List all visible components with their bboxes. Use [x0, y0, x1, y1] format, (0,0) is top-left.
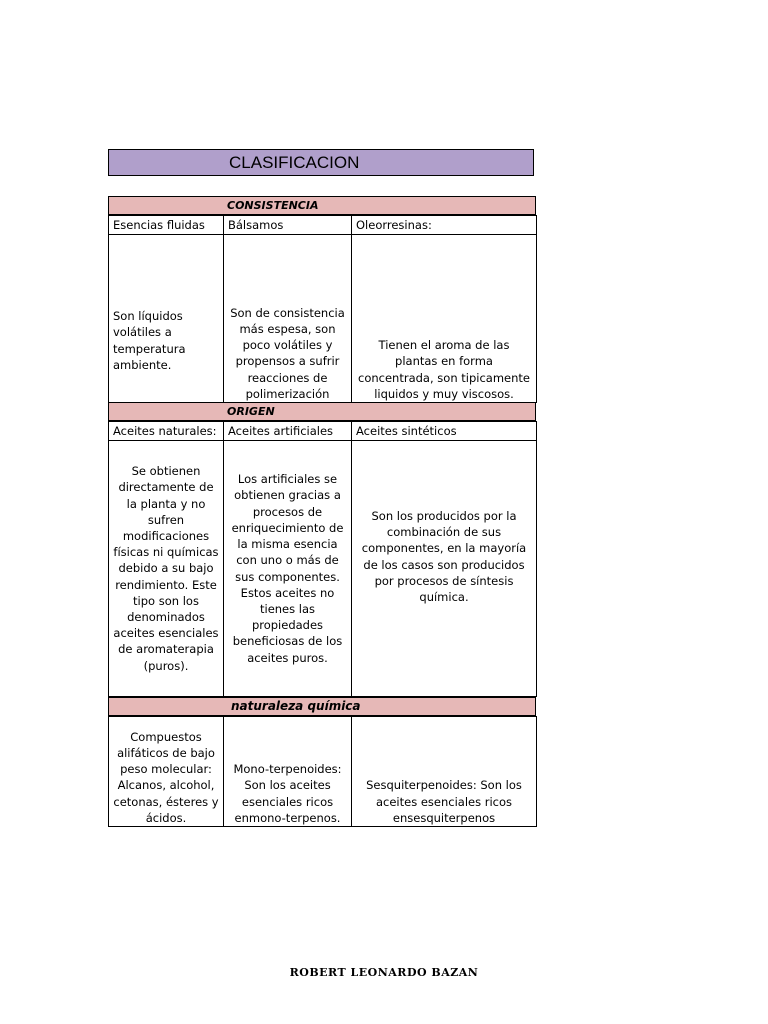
table-cell: Tienen el aroma de las plantas en forma concentrada, son tipicamente liquidos y muy viscosos. [352, 235, 537, 403]
section-heading-naturaleza-quimica [108, 697, 536, 716]
table-cell: Son de consistencia más espesa, son poco volátiles y propensos a sufrir reacciones de polimerización [224, 235, 352, 403]
table-row [109, 235, 537, 403]
table-cell: Se obtienen directamente de la planta y no sufren modificaciones físicas ni químicas debido a su bajo rendimiento. Este tipo son los denominados aceites esenciales de aromaterapia (puros). [109, 441, 224, 697]
column-header: Aceites artificiales [224, 422, 352, 441]
table-header-row [109, 422, 537, 441]
table-naturaleza-quimica [108, 716, 537, 827]
column-header: Aceites sintéticos [352, 422, 537, 441]
column-header: Esencias fluidas [109, 216, 224, 235]
table-header-row [109, 216, 537, 235]
table-cell: Compuestos alifáticos de bajo peso molecular: Alcanos, alcohol, cetonas, ésteres y ácidos. [109, 717, 224, 827]
section-heading-label: CONSISTENCIA [227, 199, 319, 212]
table-row [109, 441, 537, 697]
column-header: Oleorresinas: [352, 216, 537, 235]
table-cell: Los artificiales se obtienen gracias a procesos de enriquecimiento de la misma esencia con uno o más de sus componentes. Estos aceites no tienes las propiedades beneficiosas de los aceites puros. [224, 441, 352, 697]
table-consistencia [108, 215, 537, 403]
column-header: Aceites naturales: [109, 422, 224, 441]
section-heading-label: naturaleza química [231, 699, 361, 713]
column-header: Bálsamos [224, 216, 352, 235]
section-heading-consistencia [108, 196, 536, 215]
table-cell: Mono-terpenoides: Son los aceites esenciales ricos enmono-terpenos. [224, 717, 352, 827]
table-origen [108, 421, 537, 697]
footer-author: ROBERT LEONARDO BAZAN [289, 966, 479, 979]
section-heading-label: ORIGEN [227, 405, 275, 418]
page-title: CLASIFICACION [229, 153, 360, 172]
title-box [108, 149, 534, 176]
section-heading-origen [108, 402, 536, 421]
table-cell: Sesquiterpenoides: Son los aceites esenciales ricos ensesquiterpenos [352, 717, 537, 827]
table-cell: Son líquidos volátiles a temperatura ambiente. [109, 235, 224, 403]
table-cell: Son los producidos por la combinación de sus componentes, en la mayoría de los casos son producidos por procesos de síntesis química. [352, 441, 537, 697]
table-row [109, 717, 537, 827]
